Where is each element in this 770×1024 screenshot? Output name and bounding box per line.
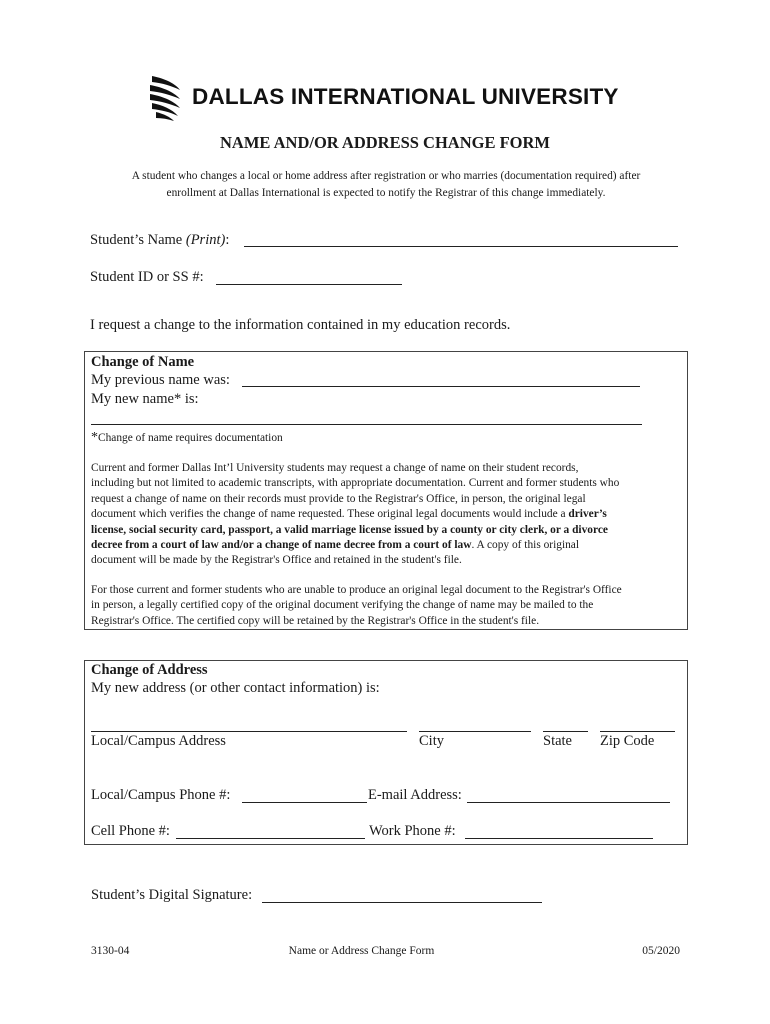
certified-copy-paragraph	[91, 583, 685, 629]
policy-line	[91, 538, 685, 553]
campus-phone-input[interactable]	[242, 802, 367, 803]
intro-paragraph	[90, 168, 682, 202]
address-caption: Local/Campus Address	[91, 733, 226, 749]
documentation-note-text: Change of name requires documentation	[98, 432, 283, 444]
student-name-field	[90, 232, 229, 249]
request-statement: I request a change to the information contained in my education records.	[90, 317, 511, 333]
signature-input[interactable]	[262, 902, 542, 903]
email-input[interactable]	[467, 802, 670, 803]
policy-line: document will be made by the Registrar's Office and retained in the student's file.	[91, 554, 462, 567]
zip-input[interactable]	[600, 731, 675, 732]
policy-line	[91, 507, 685, 522]
policy-line: Current and former Dallas Int’l University students may request a change of name on their student records,	[91, 462, 579, 474]
zip-caption: Zip Code	[600, 733, 655, 749]
change-of-address-title: Change of Address	[91, 662, 208, 678]
asterisk: *	[91, 430, 98, 445]
new-name-label: My new name* is:	[91, 391, 199, 407]
previous-name-input[interactable]	[242, 386, 640, 387]
documentation-note	[91, 428, 283, 446]
student-name-label: Student’s Name	[90, 232, 186, 248]
student-id-input[interactable]	[216, 284, 402, 285]
signature-label: Student’s Digital Signature:	[91, 887, 253, 903]
work-phone-input[interactable]	[465, 838, 653, 839]
state-input[interactable]	[543, 731, 588, 732]
new-name-input[interactable]	[91, 424, 642, 425]
work-phone-label: Work Phone #:	[369, 823, 456, 839]
policy-line: including but not limited to academic transcripts, with appropriate documentation. Current and former students who	[91, 477, 620, 490]
student-name-label-print: (Print)	[185, 232, 226, 248]
student-id-label: Student ID or SS #:	[90, 269, 204, 285]
campus-phone-label: Local/Campus Phone #:	[91, 787, 231, 803]
city-caption: City	[419, 733, 444, 749]
student-name-input[interactable]	[244, 246, 678, 247]
policy-line: in person, a legally certified copy of the original document verifying the change of name may be mailed to the	[91, 599, 594, 612]
intro-line: A student who changes a local or home address after registration or who marries (documentation required) after	[131, 170, 641, 182]
student-name-label-colon: :	[225, 232, 230, 248]
policy-bold-text: decree from a court of law and/or a change of name decree from a court of law	[91, 539, 472, 552]
university-logo-icon	[148, 74, 188, 122]
policy-text: document which verifies the change of name requested. These original legal documents would include a	[91, 508, 569, 521]
cell-phone-label: Cell Phone #:	[91, 823, 170, 839]
policy-text: . A copy of this original	[471, 539, 580, 552]
cell-phone-input[interactable]	[176, 838, 365, 839]
state-caption: State	[543, 733, 572, 749]
change-of-name-title: Change of Name	[91, 354, 195, 370]
address-input[interactable]	[91, 731, 407, 732]
policy-bold-text: driver’s	[568, 508, 607, 521]
city-input[interactable]	[419, 731, 531, 732]
policy-line: request a change of name on their records must provide to the Registrar's Office, in person, the original legal	[91, 492, 586, 505]
new-address-subtitle: My new address (or other contact information) is:	[91, 680, 380, 696]
intro-line: enrollment at Dallas International is expected to notify the Registrar of this change immediately.	[166, 187, 606, 199]
footer-form-name: Name or Address Change Form	[288, 945, 435, 957]
name-change-policy-paragraph	[91, 461, 685, 569]
institution-name: DALLAS INTERNATIONAL UNIVERSITY	[192, 84, 619, 109]
previous-name-label: My previous name was:	[91, 372, 230, 388]
footer-date: 05/2020	[642, 945, 680, 957]
policy-bold-text: license, social security card, passport, a valid marriage license issued by a county or city clerk, or a divorce	[91, 523, 608, 536]
policy-line: Registrar's Office. The certified copy will be retained by the Registrar's Office in the student's file.	[91, 614, 540, 627]
email-label: E-mail Address:	[368, 787, 462, 803]
policy-line: For those current and former students who are unable to produce an original legal document to the Registrar's Office	[91, 584, 622, 596]
form-title: NAME AND/OR ADDRESS CHANGE FORM	[219, 133, 551, 152]
footer-form-number: 3130-04	[91, 945, 130, 957]
policy-line	[91, 523, 685, 538]
